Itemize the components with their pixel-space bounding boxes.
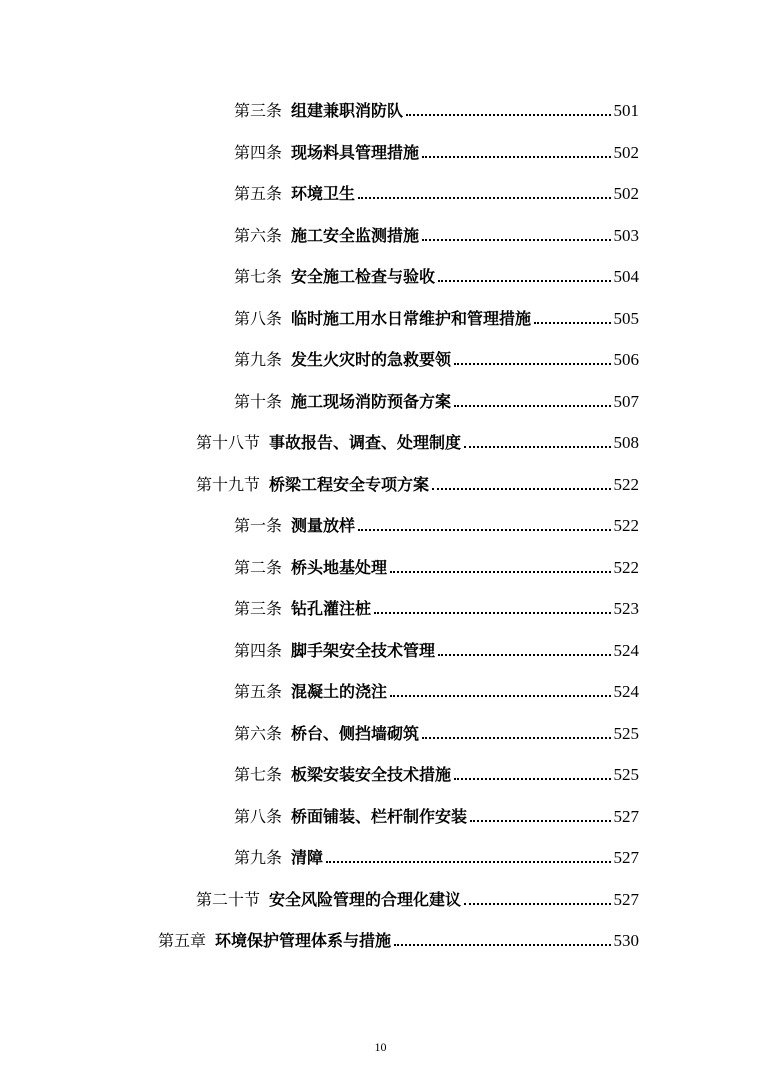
dot-leader [464,446,610,448]
toc-entry-title: 安全施工检查与验收 [291,267,436,286]
toc-entry-label: 第二十节 [196,890,261,909]
toc-entry-page: 502 [613,143,639,162]
toc-entry-title: 组建兼职消防队 [291,101,404,120]
toc-entry-title: 板梁安装安全技术措施 [291,765,452,784]
dot-leader [422,239,610,241]
toc-entry-page: 523 [613,599,639,618]
toc-entry-label: 第二条 [234,558,283,577]
toc-entry-title: 施工安全监测措施 [291,226,420,245]
toc-entry-page: 504 [613,267,639,286]
toc-entry[interactable] [234,512,639,536]
dot-leader [454,405,610,407]
toc-entry-label: 第七条 [234,765,283,784]
toc-entry[interactable] [196,429,639,453]
toc-entry-page: 527 [613,848,639,867]
toc-entry-title: 桥梁工程安全专项方案 [269,475,430,494]
toc-entry-page: 524 [613,641,639,660]
toc-entry-label: 第五章 [158,931,207,950]
dot-leader [390,695,610,697]
toc-entry-page: 503 [613,226,639,245]
toc-entry[interactable] [234,305,639,329]
toc-entry[interactable] [234,263,639,287]
toc-entry[interactable] [234,554,639,578]
toc-entry[interactable] [234,720,639,744]
toc-entry-label: 第五条 [234,682,283,701]
dot-leader [454,363,610,365]
toc-entry[interactable] [234,761,639,785]
toc-entry[interactable] [234,803,639,827]
toc-entry-title: 测量放样 [291,516,356,535]
toc-entry[interactable] [234,678,639,702]
dot-leader [464,903,610,905]
toc-entry[interactable] [196,471,639,495]
toc-entry-title: 桥面铺装、栏杆制作安装 [291,807,468,826]
toc-entry-title: 环境卫生 [291,184,356,203]
dot-leader [454,778,610,780]
toc-entry[interactable] [234,180,639,204]
toc-entry-title: 环境保护管理体系与措施 [215,931,392,950]
toc-entry-label: 第一条 [234,516,283,535]
dot-leader [358,529,610,531]
toc-entry[interactable] [234,139,639,163]
toc-entry-title: 施工现场消防预备方案 [291,392,452,411]
toc-entry-page: 527 [613,807,639,826]
dot-leader [394,944,610,946]
toc-entry-label: 第十九节 [196,475,261,494]
dot-leader [326,861,610,863]
toc-entry-title: 现场料具管理措施 [291,143,420,162]
dot-leader [374,612,610,614]
toc-entry-label: 第三条 [234,101,283,120]
toc-entry[interactable] [158,927,639,951]
toc-entry-page: 522 [613,516,639,535]
dot-leader [438,280,610,282]
toc-entry-title: 桥头地基处理 [291,558,388,577]
toc-entry-label: 第九条 [234,350,283,369]
toc-entry[interactable] [234,388,639,412]
toc-entry-label: 第四条 [234,641,283,660]
toc-entry-page: 525 [613,724,639,743]
toc-entry-title: 事故报告、调查、处理制度 [269,433,462,452]
toc-entry-label: 第八条 [234,807,283,826]
dot-leader [432,488,610,490]
toc-entry-page: 508 [613,433,639,452]
toc-entry-page: 527 [613,890,639,909]
toc-entry-title: 脚手架安全技术管理 [291,641,436,660]
dot-leader [470,820,610,822]
dot-leader [358,197,610,199]
dot-leader [406,114,610,116]
toc-entry-label: 第十八节 [196,433,261,452]
toc-entry-page: 506 [613,350,639,369]
toc-entry[interactable] [234,346,639,370]
toc-entry-title: 发生火灾时的急救要领 [291,350,452,369]
toc-entry-title: 临时施工用水日常维护和管理措施 [291,309,532,328]
toc-entry-page: 522 [613,475,639,494]
toc-entry-page: 525 [613,765,639,784]
toc-entry-title: 桥台、侧挡墙砌筑 [291,724,420,743]
toc-entry-label: 第五条 [234,184,283,203]
toc-entry-title: 安全风险管理的合理化建议 [269,890,462,909]
toc-entry-page: 524 [613,682,639,701]
toc-entry-label: 第六条 [234,724,283,743]
toc-entry-page: 501 [613,101,639,120]
toc-entry-label: 第九条 [234,848,283,867]
dot-leader [390,571,610,573]
dot-leader [422,737,610,739]
dot-leader [534,322,610,324]
dot-leader [422,156,610,158]
toc-entry[interactable] [234,844,639,868]
toc-entry-label: 第八条 [234,309,283,328]
toc-entry-label: 第三条 [234,599,283,618]
page-number: 10 [374,1040,387,1054]
toc-entry-page: 530 [613,931,639,950]
toc-entry-label: 第十条 [234,392,283,411]
dot-leader [438,654,610,656]
toc-entry[interactable] [234,97,639,121]
toc-entry-title: 钻孔灌注桩 [291,599,372,618]
toc-entry-title: 混凝土的浇注 [291,682,388,701]
toc-entry[interactable] [234,637,639,661]
toc-entry-label: 第七条 [234,267,283,286]
toc-entry-page: 505 [613,309,639,328]
toc-entry-page: 522 [613,558,639,577]
toc-entry-label: 第六条 [234,226,283,245]
toc-entry[interactable] [196,886,639,910]
toc-entry-page: 507 [613,392,639,411]
toc-entry[interactable] [234,222,639,246]
toc-entry-title: 清障 [291,848,324,867]
toc-entry-label: 第四条 [234,143,283,162]
toc-entry-page: 502 [613,184,639,203]
toc-entry[interactable] [234,595,639,619]
